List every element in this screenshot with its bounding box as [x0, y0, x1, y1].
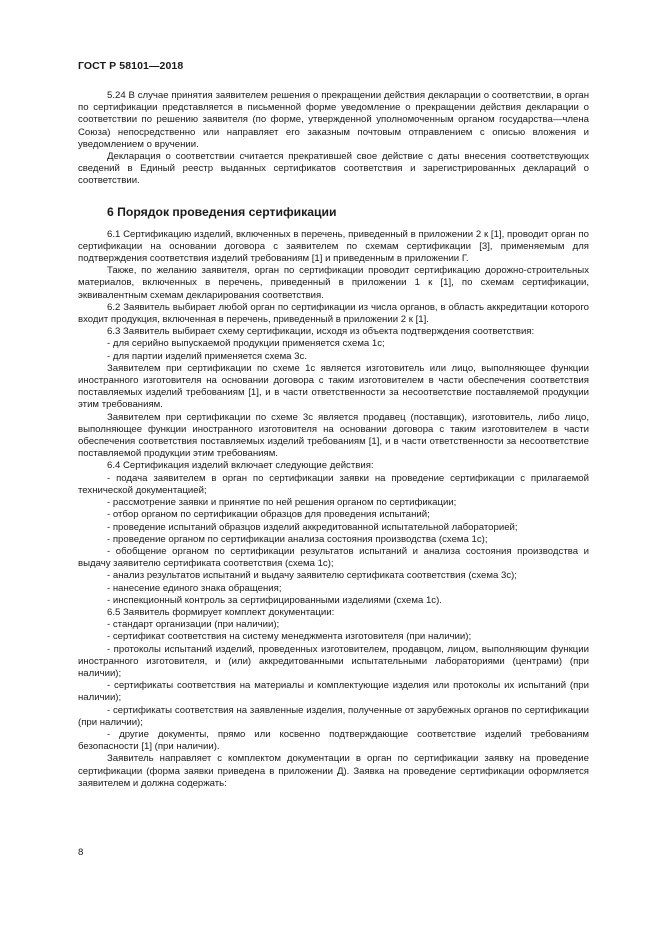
list-item: - нанесение единого знака обращения; [107, 582, 282, 594]
list-item: - инспекционный контроль за сертифицированными изделиями (схема 1с). [107, 594, 442, 606]
document-code-header: ГОСТ Р 58101—2018 [78, 60, 184, 72]
paragraph: Также, по желанию заявителя, орган по сертификации проводит сертификацию дорожно-строительных материалов, включенных в перечень, приведенный в приложении 1 к [1], по схемам сертификации, эквивалентным схемам декларирования соответствия. [78, 265, 589, 301]
paragraph-declaration-termination: Декларация о соответствии считается прекратившей свое действие с даты внесения соответствующих сведений в Единый реестр выданных сертификатов соответствия и зарегистрированных деклараций о соответствии. [78, 151, 589, 187]
paragraph: Заявитель направляет с комплектом документации в орган по сертификации заявку на проведение сертификации (форма заявки приведена в приложении Д). Заявка на проведение сертификации оформляется заявителем и должна содержать: [78, 753, 589, 789]
list-item: - сертификаты соответствия на материалы и комплектующие изделия или протоколы их испытаний (при наличии); [78, 680, 589, 704]
list-item: - проведение испытаний образцов изделий аккредитованной испытательной лабораторией; [107, 521, 518, 533]
list-item: - протоколы испытаний изделий, проведенных изготовителем, продавцом, лицом, выполняющим функции иностранного изготовителя, и (или) аккредитованными испытательными лабораториями (центрами) (при наличии); [78, 643, 589, 679]
list-item: - сертификат соответствия на систему менеджмента изготовителя (при наличии); [107, 631, 472, 643]
list-item: - отбор органом по сертификации образцов для проведения испытаний; [107, 509, 430, 521]
list-item: - рассмотрение заявки и принятие по ней решения органом по сертификации; [107, 497, 457, 509]
list-item: - проведение органом по сертификации анализа состояния производства (схема 1с); [107, 533, 488, 545]
list-item: - для партии изделий применяется схема 3с. [107, 350, 307, 362]
paragraph: Заявителем при сертификации по схеме 3с является продавец (поставщик), изготовитель, либо лицо, выполняющее функции иностранного изготовителя на основании договора с таким изготовителем в части обеспечения соответствия поставляемых изделий требованиям [1], и в части ответственности за несоответствие поставляемой продукции этим требованиям. [78, 411, 589, 460]
paragraph-5-24: 5.24 В случае принятия заявителем решения о прекращении действия декларации о соответствии, в орган по сертификации представляется в письменной форме уведомление о прекращении действия декларации о соответствии по решению заявителя (по форме, утвержденной уполномоченным органом государства—члена Союза) непосредственно или направляет его заказным почтовым отправлением с описью вложения и уведомлением о вручении. [78, 90, 589, 150]
list-item: - другие документы, прямо или косвенно подтверждающие соответствие изделий требованиям безопасности [1] (при наличии). [78, 728, 589, 753]
list-item: - подача заявителем в орган по сертификации заявки на проведение сертификации с прилагаемой технической документацией; [78, 472, 589, 496]
document-body [78, 90, 589, 790]
paragraph-6-5: 6.5 Заявитель формирует комплект документации: [107, 606, 335, 618]
section-content [78, 229, 589, 790]
paragraph-6-3: 6.3 Заявитель выбирает схему сертификации, исходя из объекта подтверждения соответствия: [107, 326, 535, 338]
paragraph: Заявителем при сертификации по схеме 1с является изготовитель или лицо, выполняющее функции иностранного изготовителя на основании договора с таким изготовителем в части обеспечения соответствия поставляемых изделий требованиям [1], и в части ответственности за несоответствие поставляемой продукции этим требованиям. [78, 362, 589, 411]
list-item: - стандарт организации (при наличии); [107, 619, 280, 631]
paragraph-6-2: 6.2 Заявитель выбирает любой орган по сертификации из числа органов, в область аккредитации которого входит продукция, включенная в перечень, приведенный в приложении 2 к [1]. [78, 301, 589, 326]
paragraph-6-4: 6.4 Сертификация изделий включает следующие действия: [107, 460, 374, 472]
list-item: - обобщение органом по сертификации результатов испытаний и анализа состояния производства и выдачу заявителю сертификата соответствия (схема 1с); [78, 545, 589, 570]
page-number: 8 [78, 847, 84, 858]
list-item: - сертификаты соответствия на заявленные изделия, полученные от зарубежных органов по сертификации (при наличии); [78, 704, 589, 728]
list-item: - для серийно выпускаемой продукции применяется схема 1с; [107, 338, 385, 350]
paragraph-6-1: 6.1 Сертификацию изделий, включенных в перечень, приведенный в приложении 2 к [1], проводит орган по сертификации на основании договора с заявителем по схемам сертификации [3], применяемым для подтверждения соответствия изделий требованиям [1] и приведенным в приложении Г. [78, 228, 589, 265]
list-item: - анализ результатов испытаний и выдачу заявителю сертификата соответствия (схема 3с); [107, 570, 517, 582]
section-title: 6 Порядок проведения сертификации [107, 204, 337, 219]
